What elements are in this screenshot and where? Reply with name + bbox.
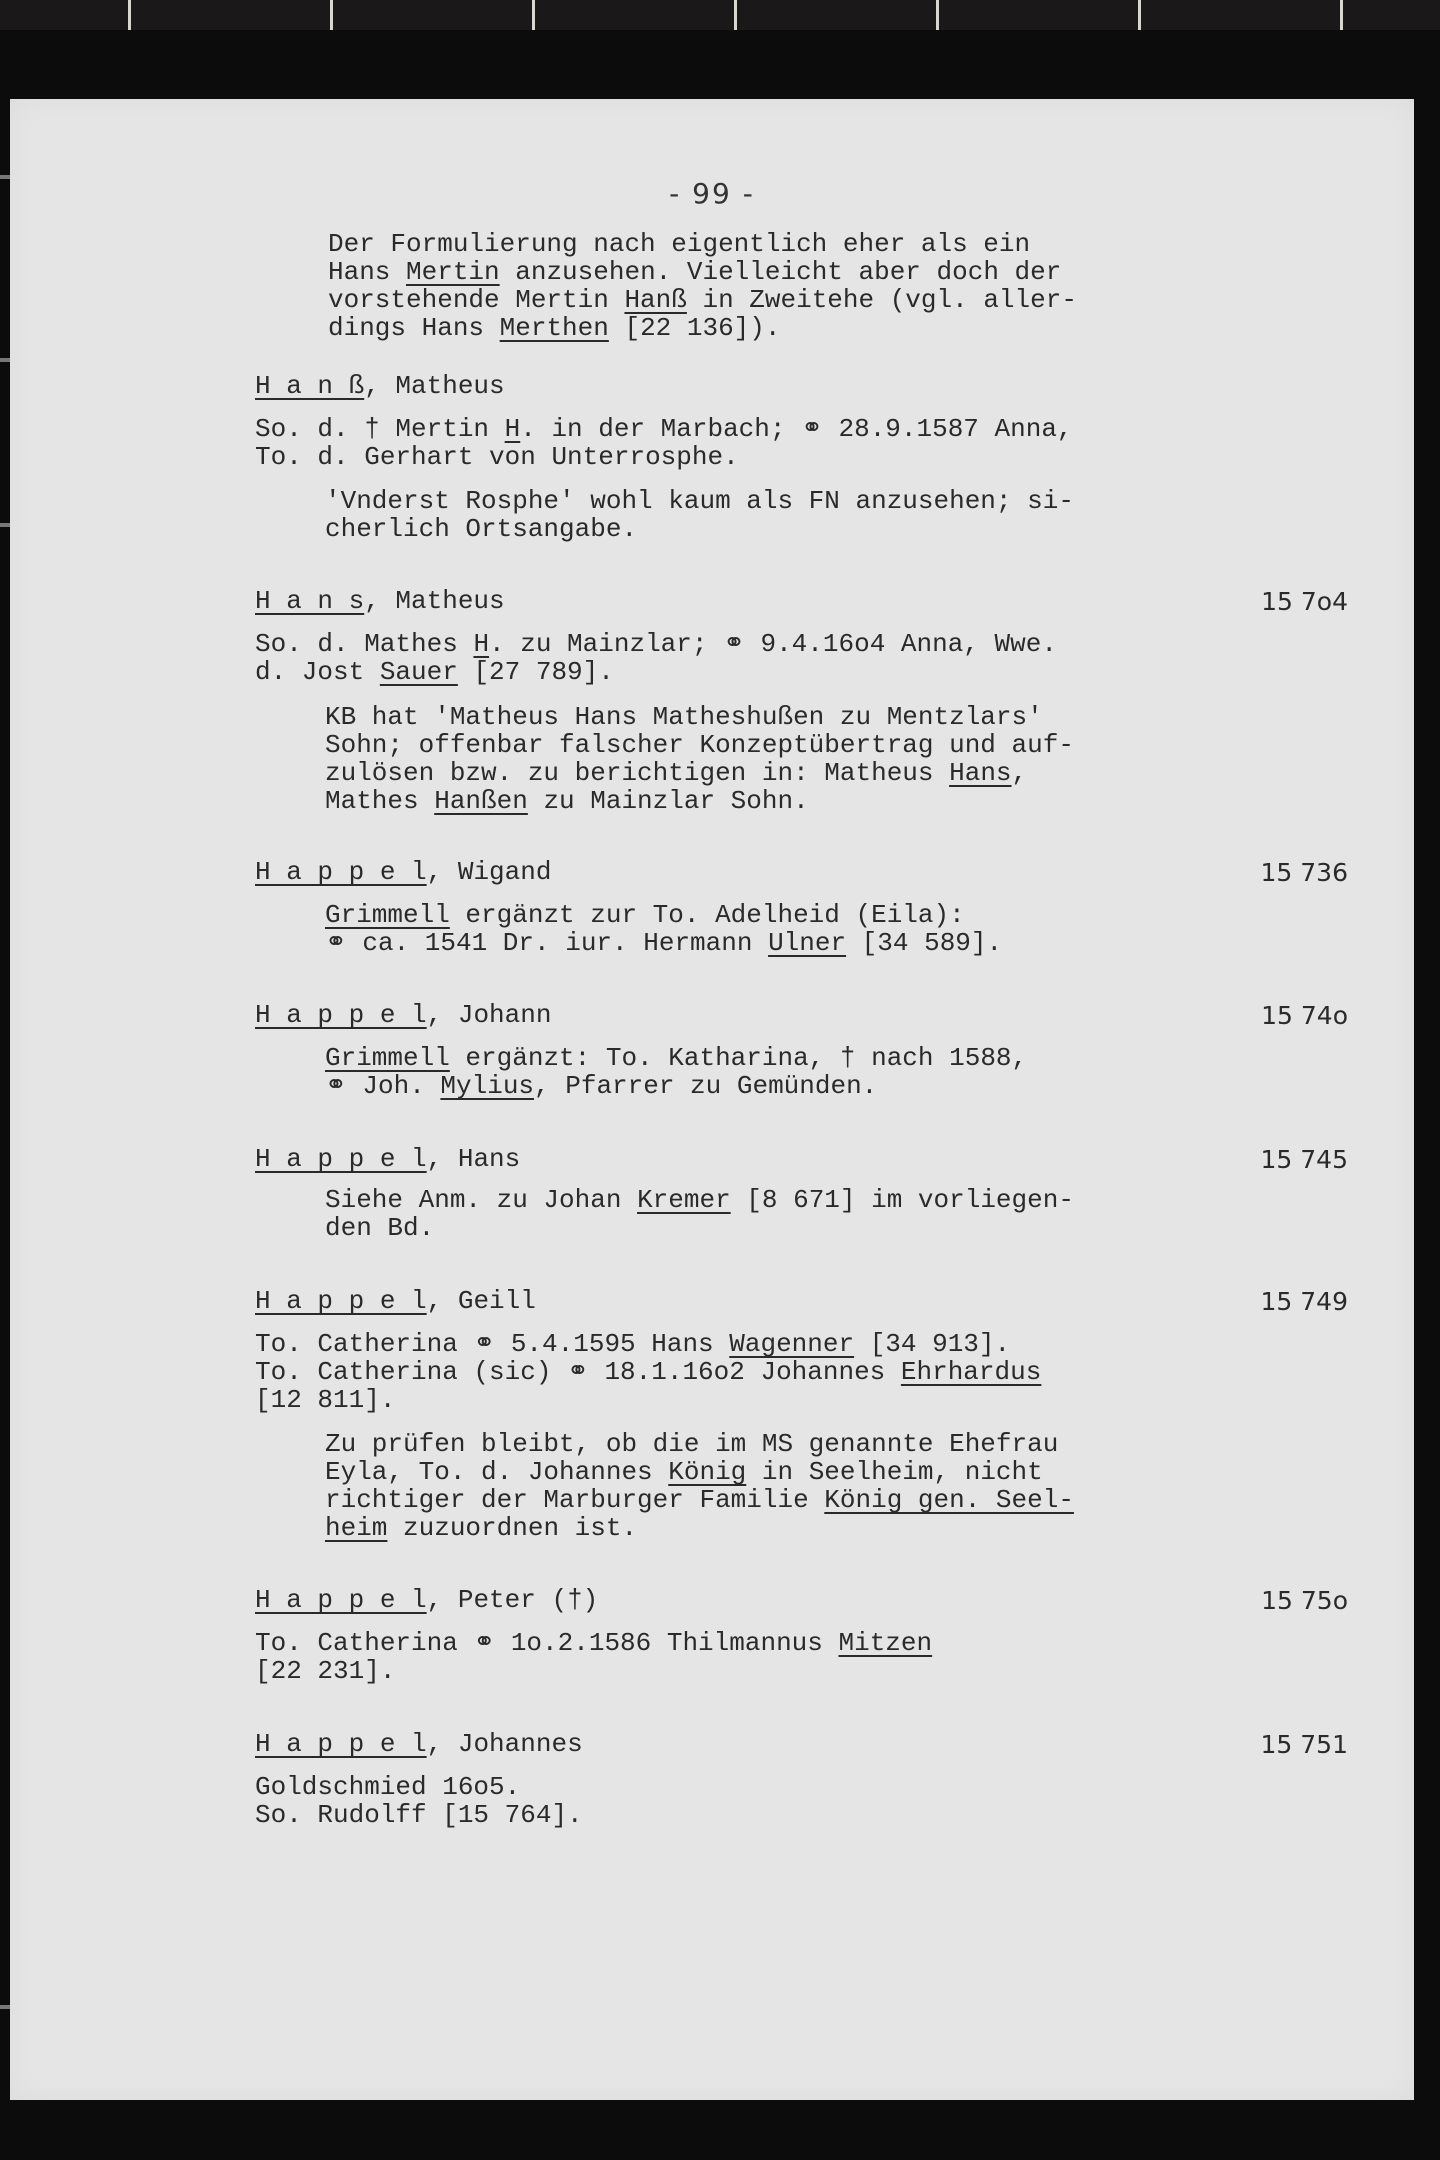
intro-line: Hans Mertin anzusehen. Vielleicht aber doch der bbox=[328, 257, 1062, 287]
underlined-name: Hanßen bbox=[434, 786, 528, 816]
film-tick bbox=[330, 0, 333, 30]
entry-header-4: H a p p e l, Hans bbox=[255, 1144, 521, 1174]
entry-note-line: Zu prüfen bleibt, ob die im MS genannte Ehefrau bbox=[325, 1429, 1059, 1459]
entry-body-line: To. d. Gerhart von Unterrosphe. bbox=[255, 442, 739, 472]
entry-body-line: d. Jost Sauer [27 789]. bbox=[255, 657, 614, 687]
entry-reference-number: 15 745 bbox=[1260, 1145, 1348, 1174]
entry-note-line: richtiger der Marburger Familie König gen. Seel- bbox=[325, 1485, 1074, 1515]
entry-header-2: H a p p e l, Wigand bbox=[255, 857, 552, 887]
entry-body-line: So. d. Mathes H. zu Mainzlar; ⚭ 9.4.16o4 Anna, Wwe. bbox=[255, 629, 1057, 659]
underlined-name: H a p p e l bbox=[255, 1000, 427, 1030]
entry-note-line: 'Vnderst Rosphe' wohl kaum als FN anzusehen; si- bbox=[325, 486, 1074, 516]
entry-note-line: ⚭ Joh. Mylius, Pfarrer zu Gemünden. bbox=[325, 1071, 878, 1101]
entry-body-line: So. Rudolff [15 764]. bbox=[255, 1800, 583, 1830]
entry-body-line: [22 231]. bbox=[255, 1656, 396, 1686]
film-tick bbox=[734, 0, 737, 30]
underlined-name: Ulner bbox=[768, 928, 847, 958]
underlined-name: H a n s bbox=[255, 586, 365, 616]
film-tick bbox=[1138, 0, 1141, 30]
entry-reference-number: 15 749 bbox=[1260, 1287, 1348, 1316]
edge-mark bbox=[0, 358, 10, 362]
entry-note-line: Mathes Hanßen zu Mainzlar Sohn. bbox=[325, 786, 809, 816]
underlined-name: Ehrhardus bbox=[900, 1357, 1042, 1387]
underlined-name: Mitzen bbox=[838, 1628, 933, 1658]
underlined-name: Hanß bbox=[624, 285, 687, 315]
entry-note-line: cherlich Ortsangabe. bbox=[325, 514, 638, 544]
underlined-name: H a p p e l bbox=[255, 1585, 427, 1615]
edge-mark bbox=[0, 2005, 10, 2009]
underlined-name: H bbox=[504, 414, 521, 444]
entry-body-line: So. d. † Mertin H. in der Marbach; ⚭ 28.9.1587 Anna, bbox=[255, 414, 1073, 444]
film-tick bbox=[532, 0, 535, 30]
underlined-name: König gen. Seel- bbox=[824, 1485, 1074, 1515]
entry-header-6: H a p p e l, Peter (†) bbox=[255, 1585, 599, 1615]
underlined-name: H bbox=[473, 629, 490, 659]
underlined-name: Mylius bbox=[440, 1071, 535, 1101]
underlined-name: Grimmell bbox=[325, 1043, 450, 1073]
entry-header-1: H a n s, Matheus bbox=[255, 586, 505, 616]
underlined-name: H a p p e l bbox=[255, 857, 427, 887]
entry-note-line: zulösen bzw. zu berichtigen in: Matheus Hans, bbox=[325, 758, 1028, 788]
underlined-name: Grimmell bbox=[325, 900, 450, 930]
entry-note-line: KB hat 'Matheus Hans Matheshußen zu Mentzlars' bbox=[325, 702, 1043, 732]
page-number: - 99 - bbox=[669, 177, 755, 210]
intro-line: Der Formulierung nach eigentlich eher als ein bbox=[328, 229, 1031, 259]
entry-note-line: Grimmell ergänzt: To. Katharina, † nach 1588, bbox=[325, 1043, 1028, 1073]
entry-body-line: To. Catherina ⚭ 1o.2.1586 Thilmannus Mitzen bbox=[255, 1628, 933, 1658]
entry-body-line: Goldschmied 16o5. bbox=[255, 1772, 521, 1802]
entry-note-line: Grimmell ergänzt zur To. Adelheid (Eila): bbox=[325, 900, 965, 930]
intro-line: dings Hans Merthen [22 136]). bbox=[328, 313, 781, 343]
intro-line: vorstehende Mertin Hanß in Zweitehe (vgl. aller- bbox=[328, 285, 1077, 315]
underlined-name: Kremer bbox=[637, 1185, 731, 1215]
entry-header-5: H a p p e l, Geill bbox=[255, 1286, 536, 1316]
film-tick bbox=[128, 0, 131, 30]
entry-note-line: Siehe Anm. zu Johan Kremer [8 671] im vorliegen- bbox=[325, 1185, 1074, 1215]
underlined-name: Mertin bbox=[406, 257, 500, 287]
underlined-name: Wagenner bbox=[729, 1329, 855, 1359]
underlined-name: H a p p e l bbox=[255, 1144, 427, 1174]
film-strip-top bbox=[0, 0, 1440, 30]
entry-body-line: To. Catherina ⚭ 5.4.1595 Hans Wagenner [34 913]. bbox=[255, 1329, 1011, 1359]
entry-reference-number: 15 7o4 bbox=[1261, 587, 1348, 616]
entry-note-line: heim zuzuordnen ist. bbox=[325, 1513, 638, 1543]
film-tick bbox=[1340, 0, 1343, 30]
underlined-name: Sauer bbox=[379, 657, 458, 687]
entry-body-line: To. Catherina (sic) ⚭ 18.1.16o2 Johannes Ehrhardus bbox=[255, 1357, 1042, 1387]
document-page bbox=[10, 99, 1414, 2100]
entry-note-line: Eyla, To. d. Johannes König in Seelheim, nicht bbox=[325, 1457, 1043, 1487]
entry-reference-number: 15 736 bbox=[1260, 858, 1348, 887]
underlined-name: Merthen bbox=[499, 313, 609, 343]
underlined-name: Hans bbox=[949, 758, 1012, 788]
underlined-name: H a p p e l bbox=[255, 1729, 427, 1759]
underlined-name: heim bbox=[325, 1513, 388, 1543]
underlined-name: H a p p e l bbox=[255, 1286, 427, 1316]
underlined-name: H a n ß bbox=[255, 371, 365, 401]
entry-header-3: H a p p e l, Johann bbox=[255, 1000, 552, 1030]
entry-note-line: ⚭ ca. 1541 Dr. iur. Hermann Ulner [34 589]. bbox=[325, 928, 1003, 958]
film-tick bbox=[936, 0, 939, 30]
entry-body-line: [12 811]. bbox=[255, 1385, 396, 1415]
entry-header-0: H a n ß, Matheus bbox=[255, 371, 505, 401]
entry-reference-number: 15 75o bbox=[1261, 1586, 1348, 1615]
entry-header-7: H a p p e l, Johannes bbox=[255, 1729, 583, 1759]
edge-mark bbox=[0, 175, 10, 179]
entry-note-line: Sohn; offenbar falscher Konzeptübertrag und auf- bbox=[325, 730, 1074, 760]
entry-note-line: den Bd. bbox=[325, 1213, 435, 1243]
entry-reference-number: 15 74o bbox=[1261, 1001, 1348, 1030]
entry-reference-number: 15 751 bbox=[1260, 1730, 1348, 1759]
underlined-name: König bbox=[668, 1457, 747, 1487]
edge-mark bbox=[0, 523, 10, 527]
